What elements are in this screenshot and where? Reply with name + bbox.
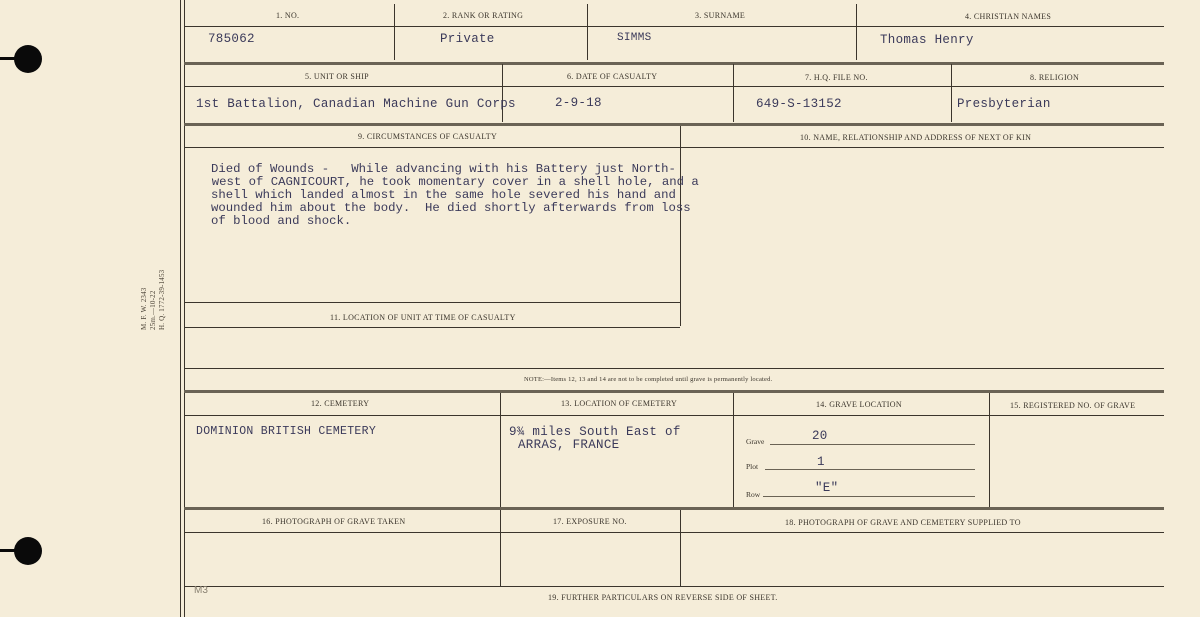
circumstances-line: Died of Wounds - While advancing with his Battery just North- [211,162,676,176]
divider [989,393,990,507]
divider [502,64,503,122]
cemetery-location-line: 9¾ miles South East of [509,425,681,439]
rule [184,368,1164,369]
divider [856,4,857,60]
plot-label: Plot [746,462,759,471]
circumstances-line: of blood and shock. [211,214,352,228]
grave-number: 20 [812,429,828,443]
printer-imprint [140,210,167,330]
circumstances-line: wounded him about the body. He died shortly afterwards from loss [211,201,691,215]
cemetery-location-line: ARRAS, FRANCE [518,438,620,452]
field-15-label: 15. REGISTERED NO. OF GRAVE [1010,401,1136,410]
imprint-line: 25m.—10-22 [149,290,157,330]
rule [184,327,680,328]
divider [500,510,501,586]
binder-hole-tick-bottom [0,549,18,552]
divider [680,510,681,586]
hq-file-number: 649-S-13152 [756,97,842,111]
corner-mark: M3 [194,585,208,596]
footer-note: 19. FURTHER PARTICULARS ON REVERSE SIDE OF SHEET. [548,593,778,602]
row-rule [184,62,1164,65]
divider [680,126,681,326]
divider [394,4,395,60]
row-letter: "E" [815,481,839,495]
rule [184,532,1164,533]
imprint-line: H. Q. 1772-39-1453 [158,269,166,330]
rule [184,586,1164,587]
circumstances-line: shell which landed almost in the same hole severed his hand and [211,188,676,202]
plot-line [765,469,975,470]
field-18-label: 18. PHOTOGRAPH OF GRAVE AND CEMETERY SUPPLIED TO [785,518,1021,527]
row-rule [184,123,1164,126]
binder-hole-tick-top [0,57,18,60]
surname: SIMMS [617,32,652,44]
religion: Presbyterian [957,97,1051,111]
christian-names: Thomas Henry [880,33,974,47]
circumstances-line: west of CAGNICOURT, he took momentary cover in a shell hole, and a [197,175,699,189]
divider [733,393,734,507]
field-16-label: 16. PHOTOGRAPH OF GRAVE TAKEN [262,517,406,526]
binder-hole-bottom [14,537,42,565]
field-6-label: 6. DATE OF CASUALTY [567,72,658,81]
rule [184,86,1164,87]
field-8-label: 8. RELIGION [1030,73,1080,82]
grave-label: Grave [746,437,765,446]
field-4-label: 4. CHRISTIAN NAMES [965,12,1052,21]
field-13-label: 13. LOCATION OF CEMETERY [561,399,678,408]
divider [733,64,734,122]
rule [184,26,1164,27]
cemetery-name: DOMINION BRITISH CEMETERY [196,425,377,438]
field-1-label: 1. NO. [276,11,300,20]
divider [500,393,501,507]
grave-line [770,444,975,445]
field-9-label: 9. CIRCUMSTANCES OF CASUALTY [358,132,498,141]
left-border-inner [184,0,185,617]
imprint-line: M. F. W. 2343 [140,287,148,330]
divider [951,64,952,122]
field-17-label: 17. EXPOSURE NO. [553,517,627,526]
field-3-label: 3. SURNAME [695,11,746,20]
row-label: Row [746,490,761,499]
service-number: 785062 [208,32,255,46]
field-12-label: 12. CEMETERY [311,399,370,408]
date-of-casualty: 2-9-18 [555,96,602,110]
instruction-note: NOTE:—Items 12, 13 and 14 are not to be completed until grave is permanently located. [524,376,773,383]
plot-number: 1 [817,455,825,469]
rule [184,302,680,303]
field-14-label: 14. GRAVE LOCATION [816,400,902,409]
rule [184,415,1164,416]
field-5-label: 5. UNIT OR SHIP [305,72,369,81]
field-10-label: 10. NAME, RELATIONSHIP AND ADDRESS OF NEXT OF KIN [800,133,1032,142]
row-rule [184,507,1164,510]
field-11-label: 11. LOCATION OF UNIT AT TIME OF CASUALTY [330,313,516,322]
binder-hole-top [14,45,42,73]
rule [184,147,1164,148]
row-rule [184,390,1164,393]
left-border [180,0,181,617]
row-line [763,496,975,497]
field-2-label: 2. RANK OR RATING [443,11,524,20]
divider [587,4,588,60]
field-7-label: 7. H.Q. FILE NO. [805,73,868,82]
rank: Private [440,32,495,46]
unit: 1st Battalion, Canadian Machine Gun Corps [196,97,516,111]
